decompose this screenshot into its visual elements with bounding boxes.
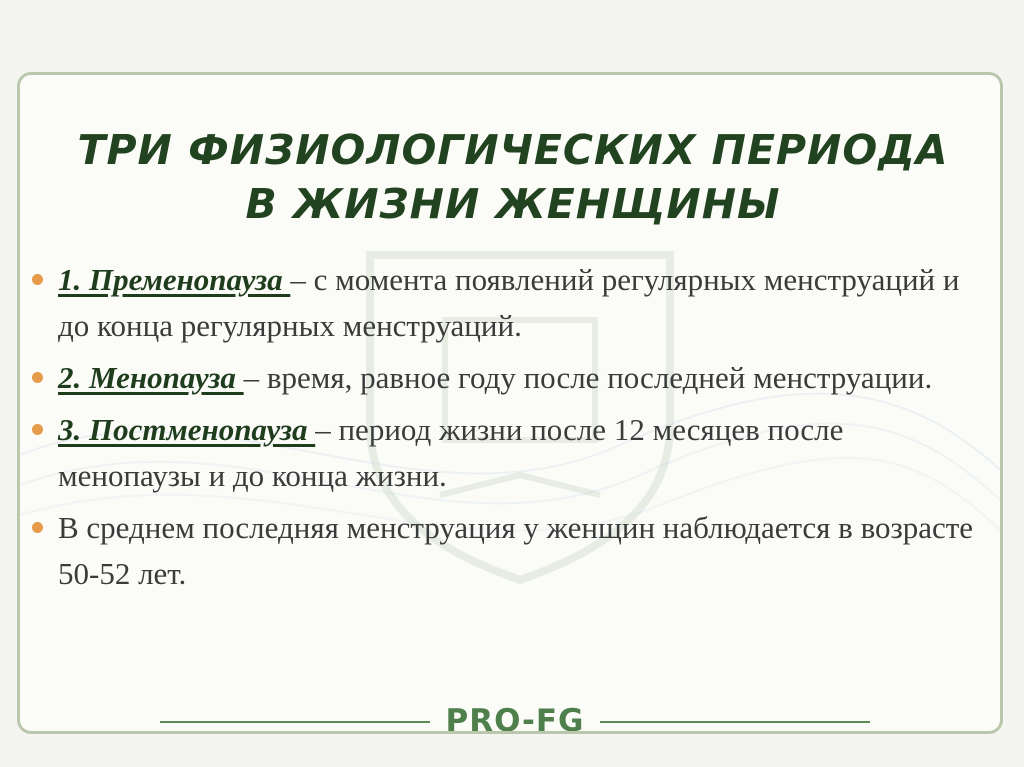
bullet-premenopause: [28, 257, 988, 349]
bullet-term: 2. Менопауза: [58, 360, 244, 395]
slide-title: [20, 123, 1003, 231]
bullet-text: – период жизни после 12 месяцев после менопаузы и до конца жизни.: [58, 412, 844, 493]
bullet-menopause: [28, 355, 988, 401]
logo-text: PRO-FG: [445, 703, 585, 734]
bullet-marker: [32, 424, 43, 435]
bullet-marker: [32, 372, 43, 383]
pro-fg-logo: [20, 703, 1003, 734]
bullet-list: [28, 257, 988, 603]
bullet-text: В среднем последняя менструация у женщин наблюдается в возрасте 50-52 лет.: [58, 510, 974, 591]
bullet-text: – время, равное году после последней менструации.: [243, 360, 933, 395]
bullet-text: – с момента появлений регулярных менструаций и до конца регулярных менструаций.: [58, 262, 960, 343]
bullet-marker: [32, 522, 43, 533]
logo-divider-right: [600, 721, 870, 723]
bullet-term: 1. Пременопауза: [58, 262, 291, 297]
logo-divider-left: [160, 721, 430, 723]
title-line-2: В ЖИЗНИ ЖЕНЩИНЫ: [245, 180, 781, 228]
bullet-marker: [32, 274, 43, 285]
bullet-postmenopause: [28, 407, 988, 499]
slide-frame: [17, 72, 1003, 734]
bullet-average-age: [28, 505, 988, 597]
bullet-term: 3. Постменопауза: [58, 412, 316, 447]
title-line-1: ТРИ ФИЗИОЛОГИЧЕСКИХ ПЕРИОДА: [77, 126, 949, 174]
